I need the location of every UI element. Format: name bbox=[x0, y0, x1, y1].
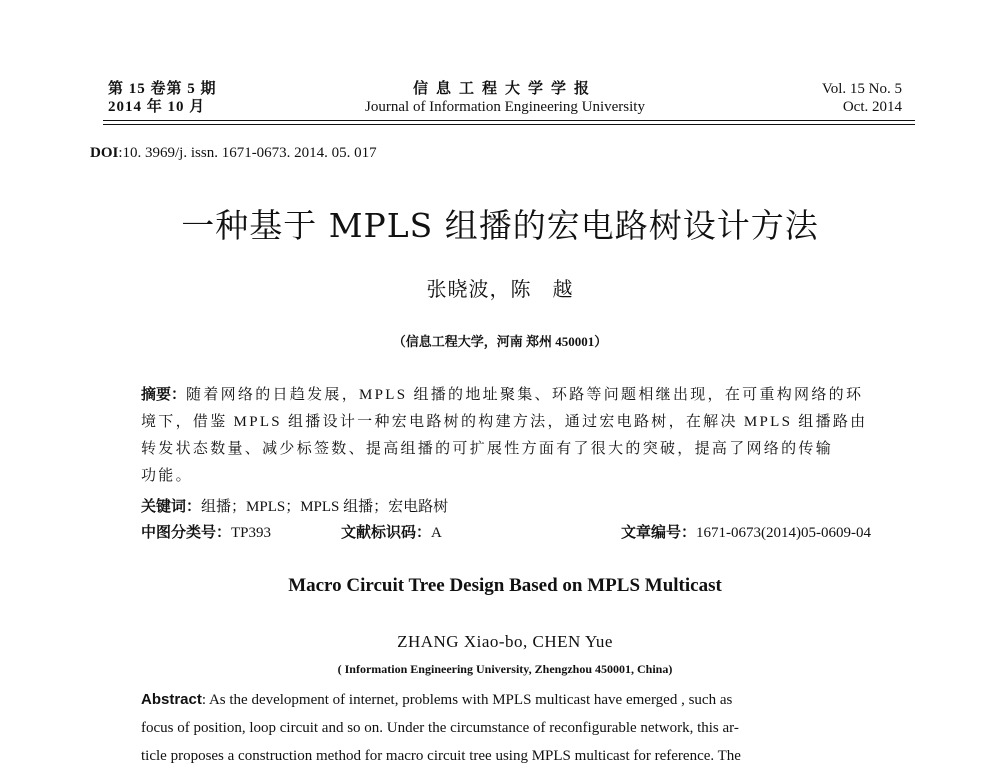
header-rule-thick bbox=[103, 120, 915, 121]
issue-volume-cn: 第 15 卷第 5 期 bbox=[108, 81, 217, 97]
authors-cn: 张晓波，陈 越 bbox=[426, 279, 574, 301]
abstract-en-line: Abstract: As the development of internet, problems with MPLS multicast have emerged , such as bbox=[141, 691, 733, 708]
affiliation-cn: （信息工程大学，河南 郑州 450001） bbox=[392, 334, 608, 349]
keywords-cn bbox=[141, 495, 448, 516]
journal-name-cn: 信息工程大学学报 bbox=[412, 81, 597, 97]
journal-name-en: Journal of Information Engineering University bbox=[365, 99, 645, 115]
abstract-en-line: ticle proposes a construction method for macro circuit tree using MPLS multicast for reference. The bbox=[141, 748, 741, 764]
abstract-cn-line: 功能。 bbox=[141, 468, 193, 484]
authors-en: ZHANG Xiao-bo, CHEN Yue bbox=[397, 632, 613, 651]
abstract-cn-line: 境下，借鉴 MPLS 组播设计一种宏电路树的构建方法，通过宏电路树，在解决 MPLS 组播路由 bbox=[141, 414, 868, 430]
abstract-cn-line: 摘要：随着网络的日趋发展，MPLS 组播的地址聚集、环路等问题相继出现，在可重构网络的环 bbox=[141, 387, 864, 403]
clc-number: 中图分类号：TP393 bbox=[141, 525, 272, 541]
issue-date-en: Oct. 2014 bbox=[842, 99, 902, 115]
doi-line bbox=[90, 145, 377, 162]
abstract-cn-label: 摘要： bbox=[141, 387, 187, 403]
journal-name bbox=[300, 80, 710, 116]
keywords-cn-value: 组播；MPLS；MPLS 组播；宏电路树 bbox=[201, 499, 449, 515]
keywords-cn-label: 关键词： bbox=[141, 499, 202, 515]
journal-issue-en bbox=[822, 80, 902, 116]
abstract-en-line: focus of position, loop circuit and so on. Under the circumstance of reconfigurable network, this ar- bbox=[141, 720, 739, 736]
article-number: 文章编号：1671-0673(2014)05-0609-04 bbox=[621, 525, 871, 541]
affiliation-en: ( Information Engineering University, Zhengzhou 450001, China) bbox=[337, 662, 673, 676]
doi-label: DOI bbox=[90, 145, 119, 161]
abstract-en bbox=[141, 686, 871, 770]
doi-value: :10. 3969/j. issn. 1671-0673. 2014. 05. 017 bbox=[118, 145, 377, 161]
abstract-cn bbox=[141, 382, 871, 490]
issue-date-cn: 2014 年 10 月 bbox=[108, 99, 206, 115]
issue-volume-en: Vol. 15 No. 5 bbox=[821, 81, 902, 97]
abstract-cn-line: 转发状态数量、减少标签数、提高组播的可扩展性方面有了很大的突破，提高了网络的传输 bbox=[141, 441, 834, 457]
page-title-cn: 一种基于 MPLS 组播的宏电路树设计方法 bbox=[181, 206, 819, 245]
header-rule-thin bbox=[103, 124, 915, 125]
journal-issue-cn bbox=[108, 80, 217, 116]
page-title-en: Macro Circuit Tree Design Based on MPLS Multicast bbox=[288, 575, 722, 596]
abstract-en-label: Abstract bbox=[141, 691, 202, 708]
classification-row bbox=[141, 521, 871, 543]
document-code: 文献标识码：A bbox=[341, 525, 442, 541]
